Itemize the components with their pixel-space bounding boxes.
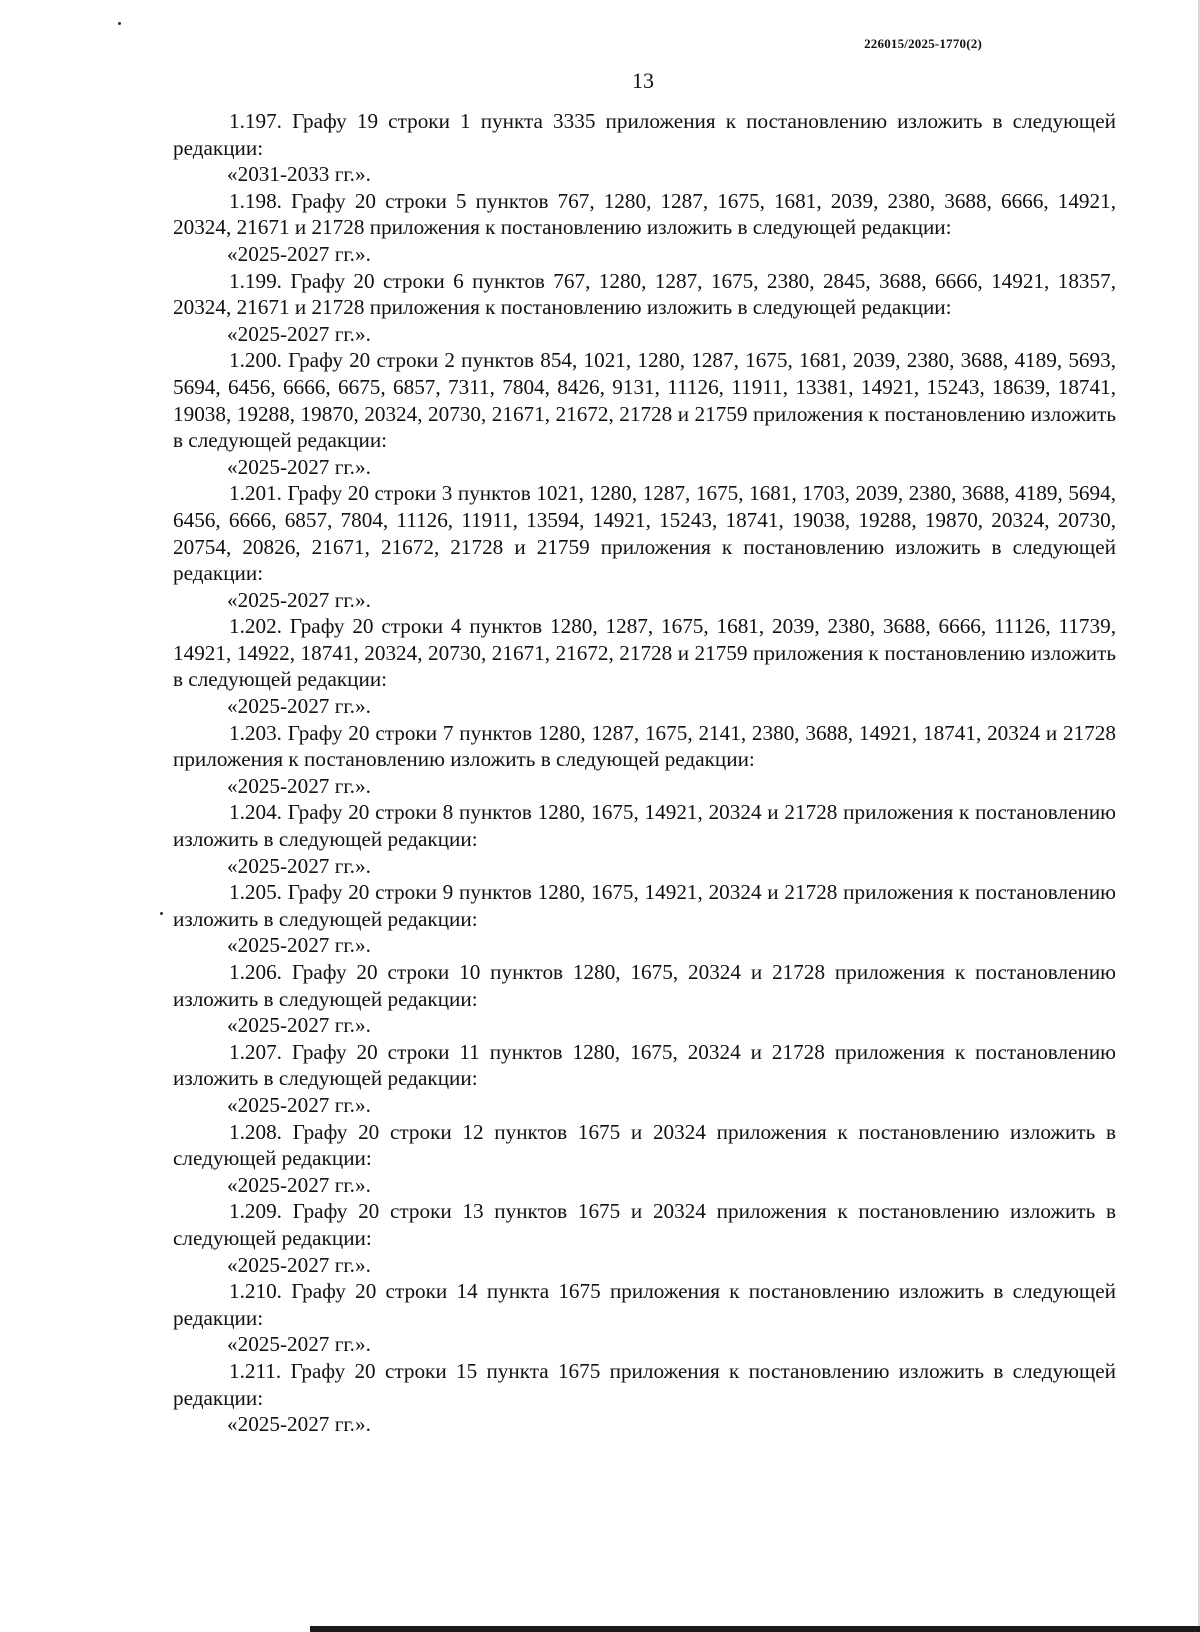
paragraph-value: «2025-2027 гг.».: [227, 694, 371, 719]
paragraph-value: «2025-2027 гг.».: [227, 1252, 371, 1277]
document-id: 226015/2025-1770(2): [864, 36, 982, 51]
paragraph-value: «2025-2027 гг.».: [227, 454, 371, 479]
paragraph-text: 1.211. Графу 20 строки 15 пункта 1675 приложения к постановлению изложить в следующей редакции:: [173, 1358, 1116, 1410]
document-body: [173, 108, 1116, 1438]
paragraph-text: 1.210. Графу 20 строки 14 пункта 1675 приложения к постановлению изложить в следующей редакции:: [173, 1279, 1116, 1330]
page-number: 13: [632, 68, 654, 93]
paragraph-value: «2025-2027 гг.».: [227, 587, 371, 612]
paragraph-value: «2025-2027 гг.».: [227, 321, 371, 346]
list-item: [173, 1039, 1116, 1119]
paragraph-text: 1.205. Графу 20 строки 9 пунктов 1280, 1675, 14921, 20324 и 21728 приложения к постановлению изложить в следующей редакции:: [173, 880, 1116, 931]
paragraph-text: 1.204. Графу 20 строки 8 пунктов 1280, 1675, 14921, 20324 и 21728 приложения к постановлению изложить в следующей редакции:: [173, 800, 1116, 852]
paragraph-value: «2025-2027 гг.».: [227, 241, 371, 266]
list-item: [173, 480, 1116, 613]
list-item: [173, 188, 1116, 268]
paragraph-text: 1.198. Графу 20 строки 5 пунктов 767, 1280, 1287, 1675, 1681, 2039, 2380, 3688, 6666, 14921, 20324, 21671 и 21728 приложения к постановлению изложить в следующей редакции:: [173, 188, 1116, 240]
list-item: [173, 879, 1116, 959]
paragraph-value: «2031-2033 гг.».: [227, 162, 371, 187]
paragraph-value: «2025-2027 гг.».: [227, 773, 371, 798]
paragraph-value: «2025-2027 гг.».: [227, 933, 371, 958]
list-item: [173, 1358, 1116, 1438]
paragraph-text: 1.200. Графу 20 строки 2 пунктов 854, 1021, 1280, 1287, 1675, 1681, 2039, 2380, 3688, 4189, 5693, 5694, 6456, 6666, 6675, 6857, 7311, 7804, 8426, 9131, 11126, 11911, 13381, 14921, 15243, 18639, 18741, 19038, 19288, 19870, 20324, 20730, 21671, 21672, 21728 и 21759 приложения к постановлению изложить в следующей редакции:: [173, 348, 1116, 453]
list-item: [173, 613, 1116, 719]
paragraph-text: 1.203. Графу 20 строки 7 пунктов 1280, 1287, 1675, 2141, 2380, 3688, 14921, 18741, 20324 и 21728 приложения к постановлению изложить в следующей редакции:: [173, 720, 1116, 772]
paragraph-text: 1.207. Графу 20 строки 11 пунктов 1280, 1675, 20324 и 21728 приложения к постановлению изложить в следующей редакции:: [173, 1039, 1116, 1091]
paragraph-text: 1.197. Графу 19 строки 1 пункта 3335 приложения к постановлению изложить в следующей редакции:: [173, 109, 1116, 160]
list-item: [173, 720, 1116, 800]
paragraph-value: «2025-2027 гг.».: [227, 1412, 371, 1437]
paragraph-text: 1.199. Графу 20 строки 6 пунктов 767, 1280, 1287, 1675, 2380, 2845, 3688, 6666, 14921, 18357, 20324, 21671 и 21728 приложения к постановлению изложить в следующей редакции:: [173, 268, 1116, 320]
list-item: [173, 1119, 1116, 1199]
paragraph-value: «2025-2027 гг.».: [227, 1332, 371, 1357]
list-item: [173, 1278, 1116, 1358]
scan-bottom-line: [310, 1626, 1200, 1632]
list-item: [173, 108, 1116, 188]
paragraph-text: 1.208. Графу 20 строки 12 пунктов 1675 и 20324 приложения к постановлению изложить в следующей редакции:: [173, 1119, 1116, 1171]
paragraph-value: «2025-2027 гг.».: [227, 1092, 371, 1117]
paragraph-value: «2025-2027 гг.».: [227, 853, 371, 878]
list-item: [173, 959, 1116, 1039]
scan-speck: [160, 912, 163, 915]
list-item: [173, 799, 1116, 879]
paragraph-text: 1.206. Графу 20 строки 10 пунктов 1280, 1675, 20324 и 21728 приложения к постановлению изложить в следующей редакции:: [173, 960, 1116, 1011]
list-item: [173, 268, 1116, 348]
list-item: [173, 1198, 1116, 1278]
list-item: [173, 347, 1116, 480]
paragraph-value: «2025-2027 гг.».: [227, 1013, 371, 1038]
scan-speck: [118, 22, 121, 25]
paragraph-text: 1.209. Графу 20 строки 13 пунктов 1675 и 20324 приложения к постановлению изложить в следующей редакции:: [173, 1199, 1116, 1250]
paragraph-text: 1.201. Графу 20 строки 3 пунктов 1021, 1280, 1287, 1675, 1681, 1703, 2039, 2380, 3688, 4189, 5694, 6456, 6666, 6857, 7804, 11126, 11911, 13594, 14921, 15243, 18741, 19038, 19288, 19870, 20324, 20730, 20754, 20826, 21671, 21672, 21728 и 21759 приложения к постановлению изложить в следующей редакции:: [173, 481, 1116, 586]
paragraph-value: «2025-2027 гг.».: [227, 1172, 371, 1197]
paragraph-text: 1.202. Графу 20 строки 4 пунктов 1280, 1287, 1675, 1681, 2039, 2380, 3688, 6666, 11126, 11739, 14921, 14922, 18741, 20324, 20730, 21671, 21672, 21728 и 21759 приложения к постановлению изложить в следующей редакции:: [173, 614, 1116, 692]
